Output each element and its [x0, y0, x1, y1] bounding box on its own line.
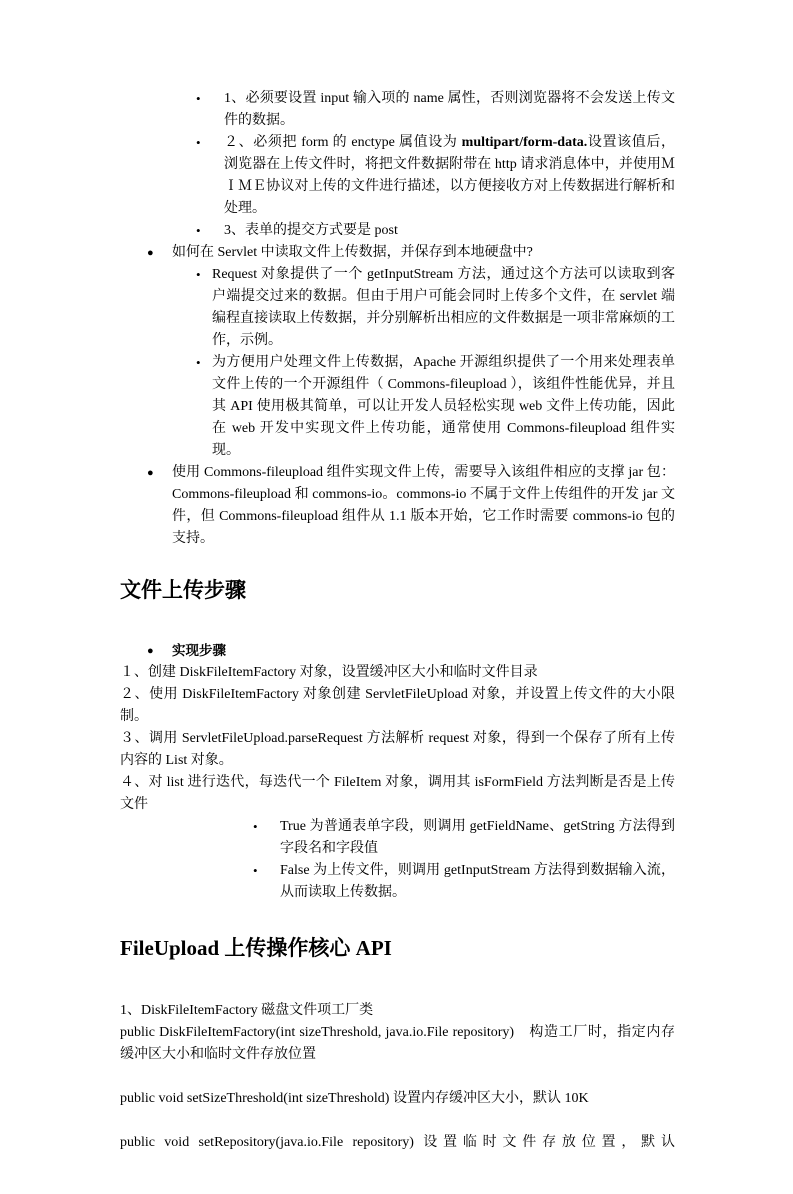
- api-set-repository: public void setRepository(java.io.File repository) 设置临时文件存放位置，默认: [120, 1135, 675, 1150]
- steps-label-text: 实现步骤: [172, 643, 226, 658]
- api-constructor: public DiskFileItemFactory(int sizeThreshold, java.io.File repository) 构造工厂时，指定内存缓冲区大小和临时文件存放位置: [120, 1025, 675, 1062]
- bullet-icon: •: [196, 223, 201, 238]
- intro-bullet-2-text: [224, 132, 675, 220]
- bullet-icon: •: [196, 91, 201, 106]
- step-2: ２、使用 DiskFileItemFactory 对象创建 ServletFileUpload 对象，并设置上传文件的大小限制。: [120, 687, 675, 724]
- intro-bullet-1: [196, 88, 675, 132]
- step-1: １、创建 DiskFileItemFactory 对象，设置缓冲区大小和临时文件目录: [120, 665, 538, 680]
- false-bullet-text: False 为上传文件，则调用 getInputStream 方法得到数据输入流，从而读取上传数据。: [280, 863, 675, 900]
- disc-icon: ●: [147, 247, 154, 259]
- disc-icon: ●: [147, 467, 154, 479]
- blank-line: [120, 1066, 675, 1088]
- bullet-icon: •: [196, 135, 201, 150]
- servlet-sub-bullet-2-text: 为方便用户处理文件上传数据，Apache 开源组织提供了一个用来处理表单文件上传的一个开源组件（ Commons-fileupload ），该组件性能优异，并且其 API 使用极其简单，可以让开发人员轻松实现 web 文件上传功能，因此在 web 开发中实现文件上传功能，通常使用 Commons-fileupload 组件实现。: [212, 355, 675, 458]
- true-bullet-text: True 为普通表单字段，则调用 getFieldName、getString 方法得到字段名和字段值: [280, 819, 675, 856]
- intro-bullet-2-bold: multipart/form-data.: [461, 135, 588, 150]
- step-4: ４、对 list 进行迭代，每迭代一个 FileItem 对象，调用其 isFormField 方法判断是否是上传文件: [120, 775, 675, 812]
- jar-note-text: 使用 Commons-fileupload 组件实现文件上传，需要导入该组件相应的支撑 jar 包：Commons-fileupload 和 commons-io。commons-io 不属于文件上传组件的开发 jar 文件，但 Commons-fileupload 组件从 1.1 版本开始，它工作时需要 commons-io 包的支持。: [172, 465, 675, 546]
- bullet-icon: •: [253, 863, 258, 878]
- api-class-title: 1、DiskFileItemFactory 磁盘文件项工厂类: [120, 1003, 374, 1018]
- servlet-question-text: 如何在 Servlet 中读取文件上传数据，并保存到本地硬盘中?: [172, 245, 533, 260]
- jar-note-item: [147, 462, 675, 550]
- intro-bullet-3-text: 3、表单的提交方式要是 post: [224, 223, 398, 238]
- intro-bullet-2-pre: ２、必须把 form 的 enctype 属值设为: [224, 135, 462, 150]
- servlet-question-item: [147, 242, 675, 264]
- step-3: ３、调用 ServletFileUpload.parseRequest 方法解析 request 对象，得到一个保存了所有上传内容的 List 对象。: [120, 731, 675, 768]
- bullet-icon: •: [196, 267, 201, 282]
- intro-bullet-1-text: 1、必须要设置 input 输入项的 name 属性，否则浏览器将不会发送上传文件的数据。: [224, 91, 675, 128]
- true-bullet: [253, 816, 675, 860]
- servlet-sub-bullet-1-text: Request 对象提供了一个 getInputStream 方法，通过这个方法可以读取到客户端提交过来的数据。但由于用户可能会同时上传多个文件，在 servlet 端编程直接读取上传数据，并分别解析出相应的文件数据是一项非常麻烦的工作，示例。: [212, 267, 675, 348]
- steps-label-item: [147, 640, 675, 662]
- false-bullet: [253, 860, 675, 904]
- blank-line: [120, 1110, 675, 1132]
- intro-bullet-2-post: 设置该值后，浏览器在上传文件时，将把文件数据附带在 http 请求消息体中，并使用ＭＩＭＥ协议对上传的文件进行描述，以方便接收方对上传数据进行解析和处理。: [224, 135, 676, 216]
- disc-icon: ●: [147, 645, 154, 657]
- bullet-icon: •: [196, 355, 201, 370]
- intro-bullet-2: [196, 132, 675, 220]
- section-heading-api: FileUpload 上传操作核心 API: [120, 936, 392, 960]
- servlet-sub-bullet-1: [196, 264, 675, 352]
- bullet-icon: •: [253, 819, 258, 834]
- intro-bullet-3: [196, 220, 675, 242]
- api-set-size-threshold: public void setSizeThreshold(int sizeThreshold) 设置内存缓冲区大小，默认 10K: [120, 1091, 589, 1106]
- servlet-sub-bullet-2: [196, 352, 675, 462]
- section-heading-steps: 文件上传步骤: [120, 578, 246, 602]
